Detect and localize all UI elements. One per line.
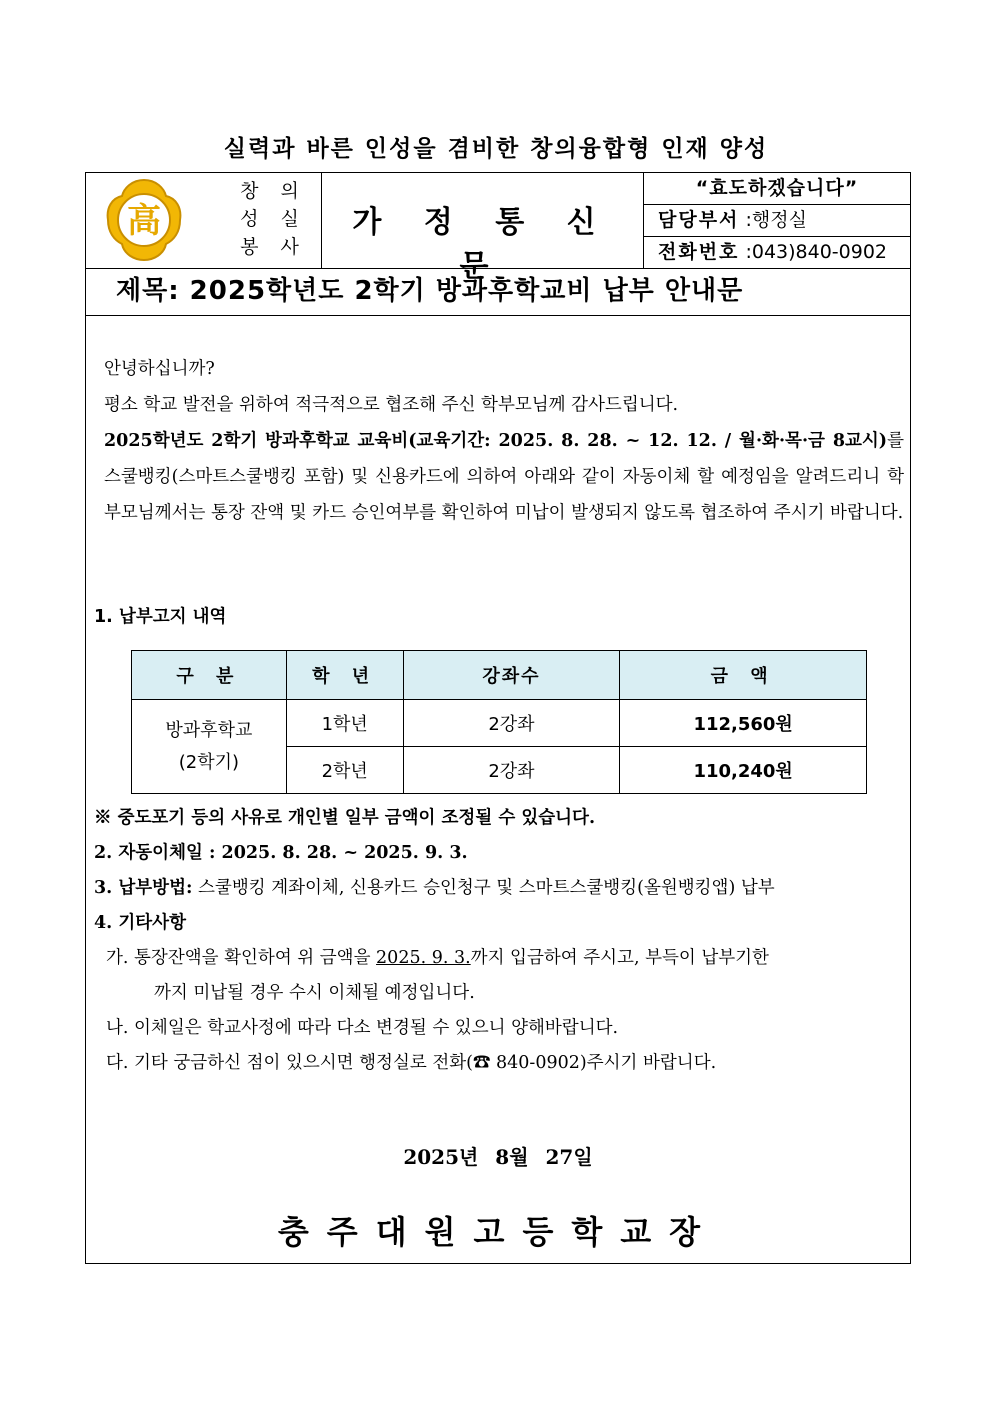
subitem-na: 나. 이체일은 학교사정에 따라 다소 변경될 수 있으니 양해바랍니다. (106, 1018, 619, 1038)
category-cell (132, 700, 287, 794)
courses-cell: 2강좌 (403, 700, 620, 747)
header-category: 구 분 (132, 651, 287, 700)
header-courses: 강좌수 (403, 651, 620, 700)
header-grade: 학 년 (286, 651, 403, 700)
fee-table (131, 650, 867, 794)
contact-info (644, 173, 910, 268)
courses-cell: 2강좌 (403, 747, 620, 794)
payment-method-label: 3. 납부방법: (94, 878, 193, 898)
notes-section (94, 801, 906, 1081)
svg-text:高: 高 (127, 201, 161, 241)
thanks-paragraph: 평소 학교 발전을 위하여 적극적으로 협조해 주신 학부모님께 감사드립니다. (104, 395, 679, 415)
virtue-diligence: 성 실 (240, 208, 307, 230)
greeting: 안녕하십니까? (104, 359, 215, 379)
document-title: 가 정 통 신 문 (352, 205, 612, 284)
section-payment-title: 1. 납부고지 내역 (94, 607, 227, 627)
category-line2: (2학기) (178, 751, 240, 773)
grade-cell: 2학년 (286, 747, 403, 794)
phone-value: :043)840-0902 (739, 241, 888, 263)
school-virtues (226, 177, 321, 261)
slogan: “효도하겠습니다” (644, 173, 910, 205)
department-label: 담당부서 (658, 209, 740, 231)
department-value: :행정실 (739, 209, 807, 231)
table-row (132, 700, 867, 747)
amount-cell: 112,560원 (620, 700, 867, 747)
ga-text-pre: 가. 통장잔액을 확인하여 위 금액을 (106, 948, 377, 968)
body-text (94, 351, 904, 531)
amount-cell: 110,240원 (620, 747, 867, 794)
subitem-ga-continued: 까지 미납될 경우 수시 이체될 예정입니다. (154, 983, 475, 1003)
adjustment-note: ※ 중도포기 등의 사유로 개인별 일부 금액이 조정될 수 있습니다. (94, 808, 596, 828)
deadline-date: 2025. 9. 3. (376, 948, 471, 968)
notice-bold: 2025학년도 2학기 방과후학교 교육비(교육기간: 2025. 8. 28. ~ 12. 12. / 월·화·목·금 8교시) (104, 431, 888, 451)
department-row (644, 205, 910, 237)
item-other: 4. 기타사항 (94, 913, 186, 933)
notice-rest: 를 스쿨뱅킹(스마트스쿨뱅킹 포함) 및 신용카드에 의하여 아래와 같이 자동이체 할 예정임을 알려드리니 학부모님께서는 통장 잔액 및 카드 승인여부를 확인하여 미납이 발생되지 않도록 협조하여 주시기 바랍니다. (104, 431, 904, 523)
school-motto: 실력과 바른 인성을 겸비한 창의융합형 인재 양성 (223, 136, 769, 162)
school-emblem-icon (104, 178, 184, 262)
phone-label: 전화번호 (658, 241, 740, 263)
virtue-creativity: 창 의 (240, 180, 307, 202)
notice-paragraph (94, 423, 904, 531)
subject-line: 제목: 2025학년도 2학기 방과후학교비 납부 안내문 (86, 268, 910, 316)
header-amount: 금 액 (620, 651, 867, 700)
newsletter-frame (85, 172, 911, 1264)
ga-text-post: 까지 입금하여 주시고, 부득이 납부기한 (470, 948, 769, 968)
phone-row (644, 237, 910, 268)
principal-signature: 충주대원고등학교장 (277, 1213, 719, 1251)
category-line1: 방과후학교 (165, 719, 253, 741)
issue-date: 2025년 8월 27일 (403, 1145, 593, 1169)
subitem-da: 다. 기타 궁금하신 점이 있으시면 행정실로 전화(☎ 840-0902)주시기 바랍니다. (106, 1053, 717, 1073)
table-header-row (132, 651, 867, 700)
item-payment-method (94, 871, 906, 906)
grade-cell: 1학년 (286, 700, 403, 747)
subitem-ga (94, 941, 906, 976)
virtue-service: 봉 사 (240, 236, 307, 258)
item-autotransfer-date: 2. 자동이체일 : 2025. 8. 28. ~ 2025. 9. 3. (94, 843, 468, 863)
payment-method-text: 스쿨뱅킹 계좌이체, 신용카드 승인청구 및 스마트스쿨뱅킹(올원뱅킹앱) 납부 (192, 878, 775, 898)
school-logo (86, 173, 204, 268)
newsletter-header (86, 173, 910, 284)
